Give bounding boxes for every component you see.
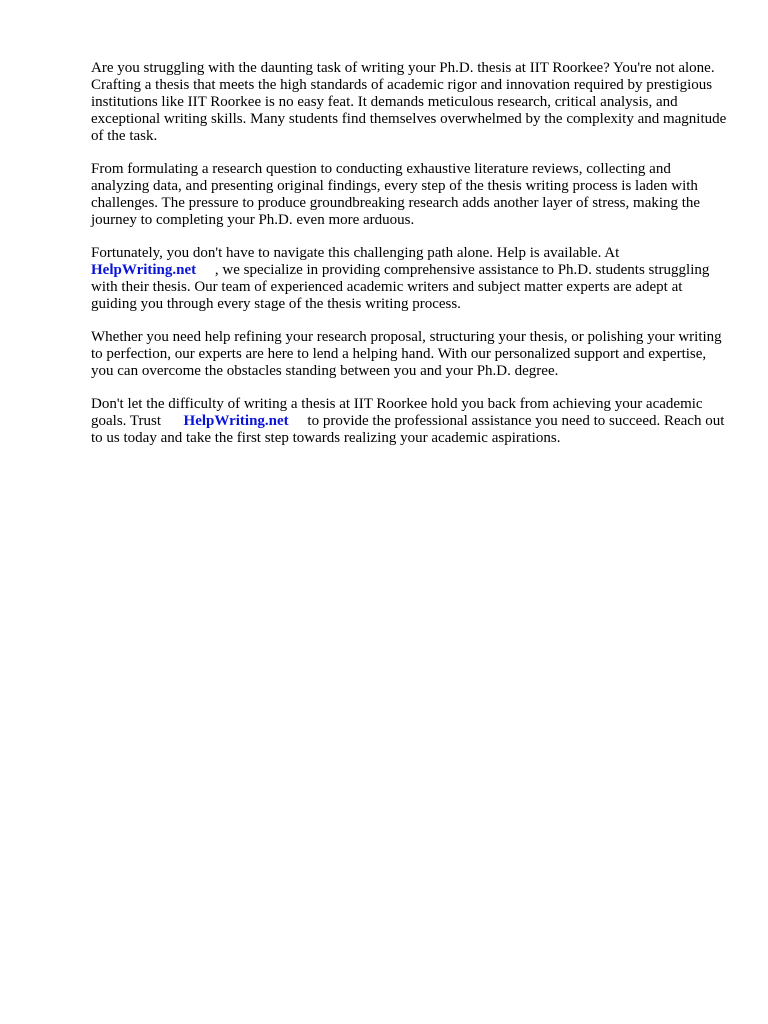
paragraph-intro-text: Are you struggling with the daunting task of writing your Ph.D. thesis at IIT Roorkee? You're not alone. Crafting a thesis that meets the high standards of academic rigor and innovation required by prestigious institutions like IIT Roorkee is no easy feat. It demands meticulous research, critical analysis, and exceptional writing skills. Many students find themselves overwhelmed by the complexity and magnitude of the task. [91, 60, 727, 144]
helpwriting-link-2[interactable]: HelpWriting.net [183, 413, 289, 429]
helpwriting-link-1[interactable]: HelpWriting.net [91, 262, 197, 278]
paragraph-challenges-text: From formulating a research question to conducting exhaustive literature reviews, collecting and analyzing data, and presenting original findings, every step of the thesis writing process is laden with challenges. The pressure to produce groundbreaking research adds another layer of stress, making the journey to completing your Ph.D. even more arduous. [91, 161, 701, 228]
paragraph-closing [91, 396, 731, 447]
paragraph-help [91, 245, 731, 313]
paragraph-help-text-after: , we specialize in providing comprehensive assistance to Ph.D. students struggling with their thesis. Our team of experienced academic writers and subject matter experts are adept at guiding you through every stage of the thesis writing process. [91, 262, 710, 312]
paragraph-closing-text-after: to provide the professional assistance you need to succeed. Reach out to us today and take the first step towards realizing your academic aspirations. [91, 413, 725, 446]
document-page [91, 60, 731, 463]
paragraph-challenges [91, 161, 731, 229]
paragraph-help-text-before: Fortunately, you don't have to navigate this challenging path alone. Help is available. At [91, 245, 620, 261]
paragraph-intro [91, 60, 731, 145]
paragraph-services [91, 329, 731, 380]
paragraph-services-text: Whether you need help refining your research proposal, structuring your thesis, or polishing your writing to perfection, our experts are here to lend a helping hand. With our personalized support and expertise, you can overcome the obstacles standing between you and your Ph.D. degree. [91, 329, 722, 379]
paragraph-closing-text-before: Don't let the difficulty of writing a thesis at IIT Roorkee hold you back from achieving your academic goals. Trust [91, 396, 703, 429]
